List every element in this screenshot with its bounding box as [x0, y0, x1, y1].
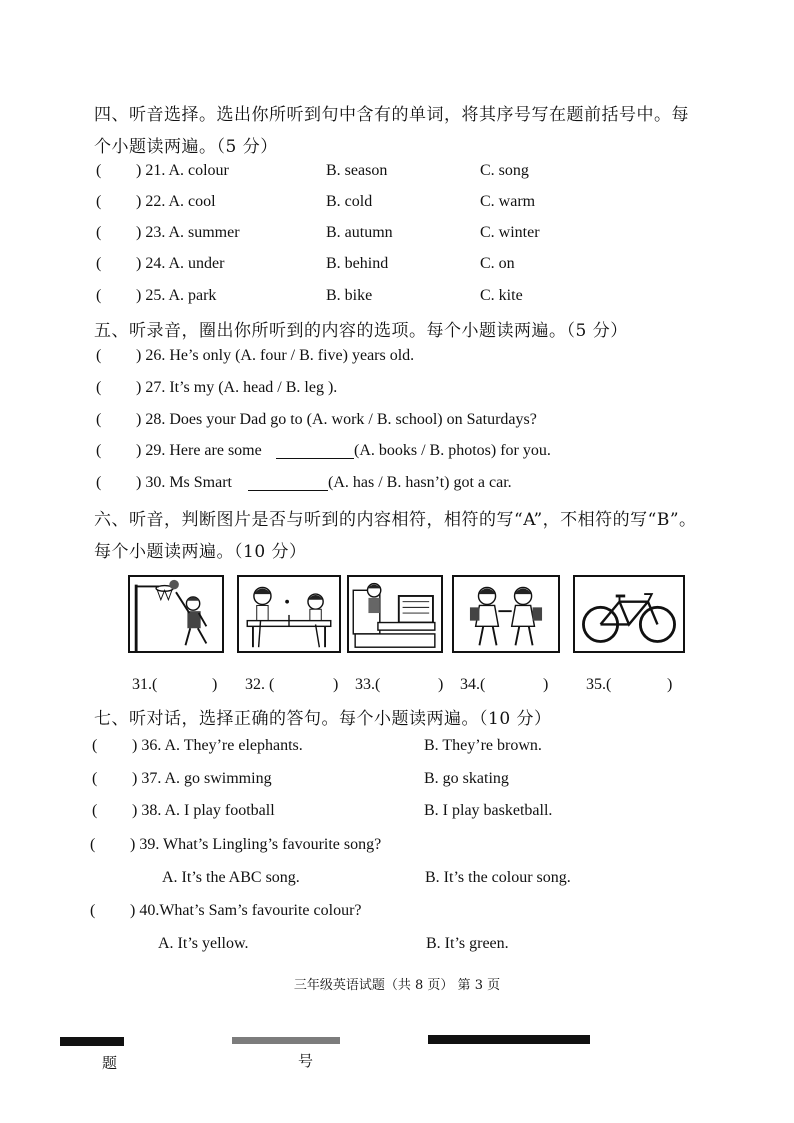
answer-paren[interactable]: (	[96, 193, 102, 210]
question-text: ) 27. It’s my (A. head / B. leg ).	[136, 379, 338, 396]
question-stem: ) 22. A. cool	[136, 193, 216, 210]
answer-paren[interactable]: (	[96, 347, 102, 364]
bicycle-icon	[575, 577, 683, 651]
question-stem: ) 21. A. colour	[136, 162, 229, 179]
answer-paren[interactable]: (	[92, 770, 98, 787]
option-c: C. on	[480, 255, 515, 272]
answer-32-label: 32. (	[245, 676, 275, 693]
answer-paren[interactable]: (	[90, 902, 96, 919]
option-a: ) 38. A. I play football	[132, 802, 275, 819]
picture-table-tennis	[237, 575, 341, 653]
picture-walking-to-school	[452, 575, 560, 653]
option-c: C. kite	[480, 287, 523, 304]
option-b: B. It’s green.	[426, 935, 509, 952]
redaction-bar	[232, 1037, 340, 1044]
option-c: C. warm	[480, 193, 536, 210]
option-c: C. winter	[480, 224, 540, 241]
option-b: B. cold	[326, 193, 373, 210]
option-a: A. It’s yellow.	[158, 935, 249, 952]
answer-33-label: 33.(	[355, 676, 381, 693]
answer-paren[interactable]: (	[90, 836, 96, 853]
question-38	[0, 802, 794, 826]
section-5-title: 五、听录音，圈出你所听到的内容的选项。每个小题读两遍。（5 分）	[94, 321, 628, 341]
option-b: B. season	[326, 162, 388, 179]
answer-paren[interactable]: (	[96, 474, 102, 491]
option-c: C. song	[480, 162, 529, 179]
redaction-bar	[428, 1035, 590, 1044]
question-36	[0, 737, 794, 761]
option-b: B. autumn	[326, 224, 393, 241]
fill-blank[interactable]	[248, 474, 328, 491]
section-4-title-line1: 四、听音选择。选出你所听到句中含有的单词，将其序号写在题前括号中。每	[94, 105, 689, 125]
question-stem: ) 25. A. park	[136, 287, 217, 304]
question-25	[0, 287, 794, 311]
section-6-title-line1: 六、听音，判断图片是否与听到的内容相符，相符的写“A”，不相符的写“B”。	[94, 510, 697, 530]
answer-31-label: 31.(	[132, 676, 158, 693]
redaction-bar	[60, 1037, 124, 1046]
question-28	[0, 411, 794, 435]
question-21	[0, 162, 794, 186]
question-text-after: (A. books / B. photos) for you.	[354, 442, 551, 459]
answer-paren[interactable]: (	[96, 224, 102, 241]
picture-bike	[573, 575, 685, 653]
fill-blank[interactable]	[276, 442, 354, 459]
answer-35-close[interactable]: )	[667, 676, 673, 693]
answer-33-close[interactable]: )	[438, 676, 444, 693]
option-b: B. It’s the colour song.	[425, 869, 571, 886]
question-stem: ) 23. A. summer	[136, 224, 240, 241]
answer-paren[interactable]: (	[92, 737, 98, 754]
question-40-options	[0, 935, 794, 959]
answer-paren[interactable]: (	[96, 411, 102, 428]
answer-31-close[interactable]: )	[212, 676, 218, 693]
answer-35-label: 35.(	[586, 676, 612, 693]
answer-paren[interactable]: (	[96, 255, 102, 272]
question-40	[0, 902, 794, 926]
answer-paren[interactable]: (	[96, 287, 102, 304]
page-footer: 三年级英语试题（共 8 页） 第 3 页	[293, 978, 501, 993]
answer-34-close[interactable]: )	[543, 676, 549, 693]
section-7-title: 七、听对话，选择正确的答句。每个小题读两遍。（10 分）	[94, 709, 552, 729]
question-stem: ) 24. A. under	[136, 255, 225, 272]
option-b: B. behind	[326, 255, 389, 272]
computer-desk-icon	[349, 577, 441, 651]
picture-computer	[347, 575, 443, 653]
basketball-player-icon	[130, 577, 222, 651]
question-text-before: ) 29. Here are some	[136, 442, 262, 459]
answer-paren[interactable]: (	[96, 379, 102, 396]
question-39-options	[0, 869, 794, 893]
question-22	[0, 193, 794, 217]
question-24	[0, 255, 794, 279]
question-29	[0, 442, 794, 466]
option-b: B. bike	[326, 287, 373, 304]
answer-paren[interactable]: (	[92, 802, 98, 819]
option-b: B. They’re brown.	[424, 737, 542, 754]
section-6-title-line2: 每个小题读两遍。（10 分）	[94, 542, 307, 562]
table-tennis-icon	[239, 577, 339, 651]
picture-row	[0, 575, 794, 655]
question-text: ) 39. What’s Lingling’s favourite song?	[130, 836, 382, 853]
answer-paren[interactable]: (	[96, 162, 102, 179]
option-b: B. I play basketball.	[424, 802, 553, 819]
question-text: ) 28. Does your Dad go to (A. work / B. school) on Saturdays?	[136, 411, 537, 428]
question-23	[0, 224, 794, 248]
question-37	[0, 770, 794, 794]
question-text-before: ) 30. Ms Smart	[136, 474, 232, 491]
question-39	[0, 836, 794, 860]
question-27	[0, 379, 794, 403]
answer-32-close[interactable]: )	[333, 676, 339, 693]
stray-mark: 号	[298, 1052, 314, 1070]
option-b: B. go skating	[424, 770, 509, 787]
question-text: ) 26. He’s only (A. four / B. five) years old.	[136, 347, 415, 364]
question-text: ) 40.What’s Sam’s favourite colour?	[130, 902, 362, 919]
question-30	[0, 474, 794, 498]
option-a: ) 36. A. They’re elephants.	[132, 737, 303, 754]
picture-basketball	[128, 575, 224, 653]
children-walking-icon	[454, 577, 558, 651]
section-4-title-line2: 个小题读两遍。（5 分）	[94, 137, 278, 157]
answer-34-label: 34.(	[460, 676, 486, 693]
stray-mark: 题	[102, 1054, 118, 1072]
answer-paren[interactable]: (	[96, 442, 102, 459]
question-26	[0, 347, 794, 371]
option-a: ) 37. A. go swimming	[132, 770, 272, 787]
option-a: A. It’s the ABC song.	[162, 869, 300, 886]
question-text-after: (A. has / B. hasn’t) got a car.	[328, 474, 512, 491]
